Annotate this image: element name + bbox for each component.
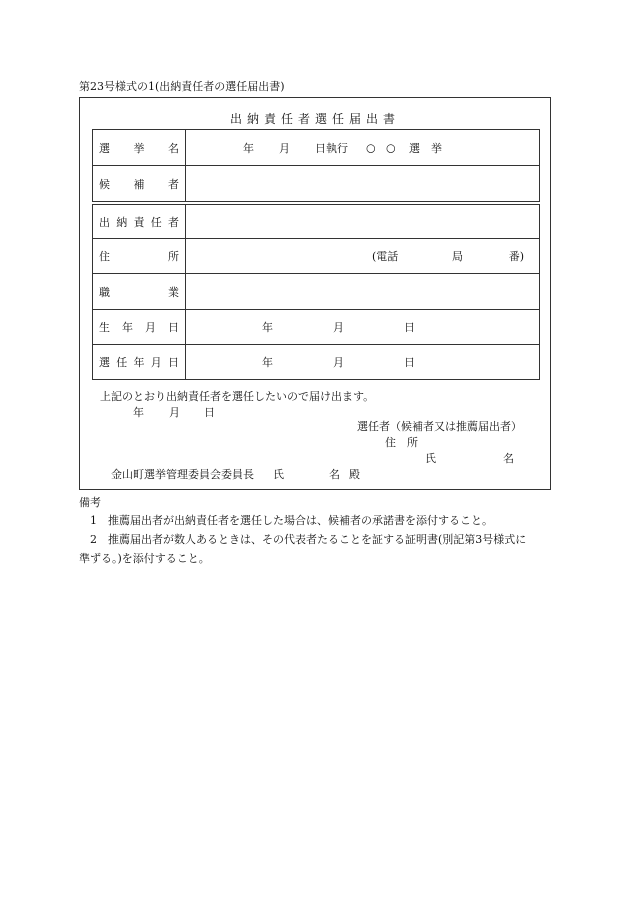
appointer-name-label-1: 氏 [425, 452, 436, 465]
form-caption: 第23号様式の1(出納責任者の選任届出書) [79, 80, 285, 93]
candidate-row [93, 166, 539, 201]
appointment-date-label: 選 任 年 月 日 [99, 356, 179, 369]
note-item-2-line-1: 2 推薦届出者が数人あるときは、その代表者たることを証する証明書(別記第3号様式に [90, 533, 527, 546]
birthdate-label: 生 年 月 日 [99, 321, 179, 334]
phone-label: (電話 [372, 250, 399, 263]
address-value[interactable] [186, 239, 539, 273]
address-row [93, 239, 539, 274]
occupation-value[interactable] [186, 274, 539, 309]
appointer-name-label-2: 名 [503, 452, 514, 465]
birthdate-value[interactable] [186, 310, 539, 344]
appointment-date-value[interactable] [186, 345, 539, 379]
candidate-label: 候 補 者 [99, 177, 179, 191]
phone-number: 番) [508, 250, 524, 263]
submission-year: 年 [133, 406, 144, 419]
note-item-2-line-2: 準ずる。)を添付すること。 [79, 552, 210, 565]
occupation-label: 職 業 [99, 285, 179, 299]
addressee-name-1: 氏 [273, 468, 284, 481]
occupation-row [93, 274, 539, 310]
treasurer-row [93, 205, 539, 239]
appointment-month: 月 [333, 356, 344, 369]
appointer-address-label: 住 所 [385, 436, 418, 449]
appointer-label: 選任者（候補者又は推薦届出者） [357, 420, 522, 433]
notes-heading: 備考 [79, 496, 101, 509]
addressee: 金山町選挙管理委員会委員長 [111, 468, 254, 481]
election-word: 選 挙 [409, 141, 442, 155]
election-day-exec: 日執行 [315, 141, 348, 155]
birthdate-month: 月 [333, 321, 344, 334]
election-month: 月 [279, 141, 290, 155]
birthdate-row [93, 310, 539, 345]
election-label: 選 挙 名 [99, 141, 179, 155]
honorific: 殿 [349, 468, 360, 481]
election-value[interactable] [186, 130, 539, 165]
note-item-1: 1 推薦届出者が出納責任者を選任した場合は、候補者の承諾書を添付すること。 [90, 514, 493, 527]
submission-month: 月 [169, 406, 180, 419]
treasurer-label: 出 納 責 任 者 [99, 215, 179, 229]
phone-exchange: 局 [452, 250, 463, 263]
addressee-name-2: 名 [329, 468, 340, 481]
election-candidate-table [92, 129, 540, 202]
candidate-value[interactable] [186, 166, 539, 201]
address-label: 住 所 [99, 250, 179, 263]
submission-day: 日 [204, 406, 215, 419]
form-title: 出納責任者選任届出書 [229, 112, 400, 126]
form-frame [79, 97, 551, 490]
appointment-day: 日 [404, 356, 415, 369]
appointment-year: 年 [262, 356, 273, 369]
statement-text: 上記のとおり出納責任者を選任したいので届け出ます。 [100, 390, 375, 403]
treasurer-value[interactable] [186, 205, 539, 238]
treasurer-table [92, 204, 540, 380]
election-row [93, 130, 539, 166]
circle-mark-1: ○ [366, 141, 376, 154]
birthdate-day: 日 [404, 321, 415, 334]
circle-mark-2: ○ [386, 141, 396, 154]
election-year: 年 [243, 141, 254, 155]
birthdate-year: 年 [262, 321, 273, 334]
appointment-date-row [93, 345, 539, 379]
